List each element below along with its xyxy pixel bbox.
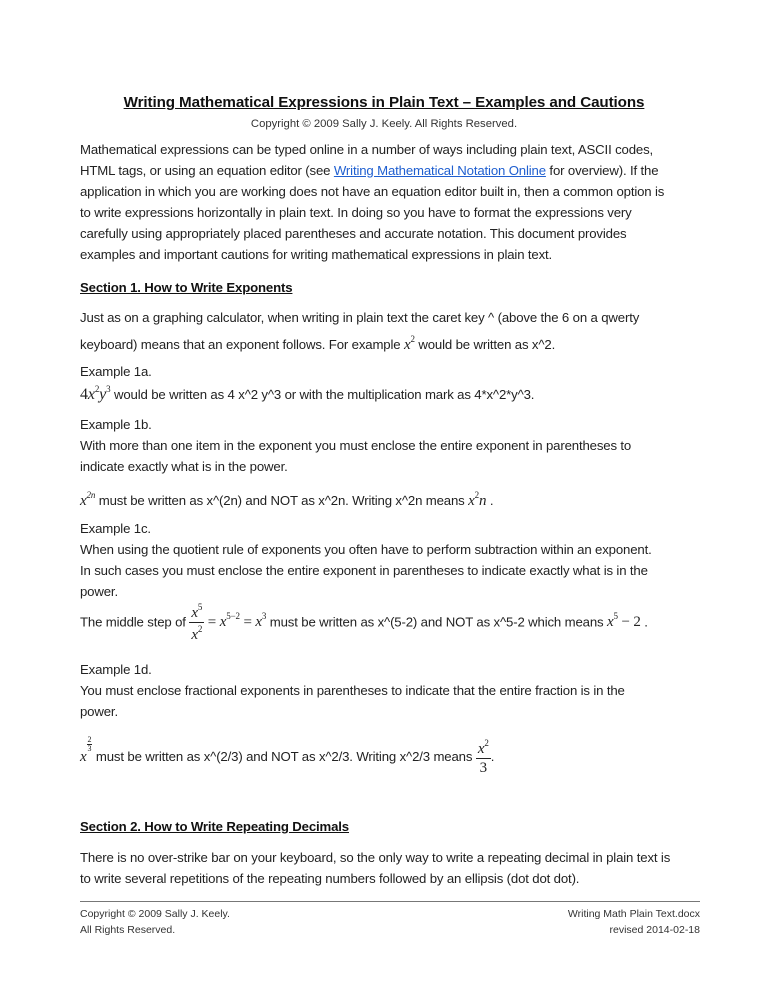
section-1-para-line: Just as on a graphing calculator, when writing in plain text the caret key ^ (above the 6 on a qwerty — [80, 310, 640, 325]
intro-line: examples and important cautions for writing mathematical expressions in plain text. — [80, 247, 553, 262]
intro-text: HTML tags, or using an equation editor (see — [80, 163, 334, 178]
example-1d-label: Example 1d. — [80, 662, 152, 677]
math-x-cubed: $x^3$ — [255, 611, 267, 631]
footer-left — [80, 906, 230, 938]
document-title: Writing Mathematical Expressions in Plain Text – Examples and Cautions — [123, 94, 645, 111]
section-2-line: There is no over-strike bar on your keyboard, so the only way to write a repeating decimal in plain text is — [80, 850, 671, 865]
example-1b-label: Example 1b. — [80, 417, 152, 432]
example-1c-line: When using the quotient rule of exponents you often have to perform subtraction within an exponent. — [80, 542, 652, 557]
math-x-5-minus-2: $x^{5-2}$ — [219, 611, 240, 631]
footer-right — [568, 906, 700, 938]
math-x5-minus-2: $x^5 - 2$ — [606, 611, 641, 631]
intro-line — [80, 163, 658, 178]
math-x-2n: $x^{2n}$ — [80, 490, 96, 509]
example-1d-line: power. — [80, 704, 118, 719]
intro-text: for overview). If the — [545, 163, 659, 178]
footer-filename: Writing Math Plain Text.docx — [567, 908, 700, 920]
footer-copyright: Copyright © 2009 Sally J. Keely. — [80, 908, 230, 920]
document-subtitle: Copyright © 2009 Sally J. Keely. All Rights Reserved. — [250, 118, 518, 130]
example-1b-math-line: $x^{2n}$ must be written as x^(2n) and NOT as x^2n. Writing x^2n means $x^2n$ . — [80, 490, 494, 509]
intro-line: to write expressions horizontally in plain text. In doing so you have to format the expressions very — [80, 205, 632, 220]
example-1c-label: Example 1c. — [80, 521, 151, 536]
example-1c-line: power. — [80, 584, 118, 599]
math-fraction-x5-over-x2: $\frac{x^5}{x^2}$ — [191, 602, 203, 643]
equals-sign: = — [204, 614, 220, 631]
math-x2-over-3: $\frac{x^2}{3}$ — [477, 738, 489, 777]
section-2-heading: Section 2. How to Write Repeating Decimals — [80, 819, 349, 834]
footer-rights: All Rights Reserved. — [80, 924, 176, 936]
math-x2-n: $x^2n$ — [468, 490, 487, 509]
section-2-line: to write several repetitions of the repeating numbers followed by an ellipsis (dot dot dot). — [80, 871, 580, 886]
math-x-two-thirds: x $\frac{2}{3}$ — [80, 735, 92, 765]
para-text: keyboard) means that an exponent follows. For example — [80, 337, 404, 352]
para-text: would be written as x^2. — [414, 337, 556, 352]
intro-line: carefully using appropriately placed parentheses and accurate notation. This document provides — [80, 226, 627, 241]
example-text: must be written as x^(5-2) and NOT as x^5-2 which means — [266, 614, 607, 630]
math-x-squared: $x^2$ — [403, 334, 415, 353]
example-1d-math-line: x $\frac{2}{3}$ must be written as x^(2/3) and NOT as x^2/3. Writing x^2/3 means $\frac{x^2}{3}$ . — [80, 735, 495, 777]
example-text: would be written as 4 x^2 y^3 or with the multiplication mark as 4*x^2*y^3. — [110, 387, 535, 402]
example-1b-line: With more than one item in the exponent you must enclose the entire exponent in parentheses to — [80, 438, 632, 453]
section-1-para-line — [80, 334, 555, 354]
example-1b-line: indicate exactly what is in the power. — [80, 459, 288, 474]
intro-line: application in which you are working does not have an equation editor built in, then a common option is — [80, 184, 665, 199]
writing-notation-link[interactable]: Writing Mathematical Notation Online — [333, 163, 546, 178]
intro-line: Mathematical expressions can be typed online in a number of ways including plain text, ASCII codes, — [80, 142, 654, 157]
example-text: The middle step of — [80, 614, 190, 630]
example-text: must be written as x^(2/3) and NOT as x^2/3. Writing x^2/3 means — [92, 749, 476, 764]
example-1a-line — [80, 384, 534, 404]
example-1a-label: Example 1a. — [80, 364, 152, 379]
example-1d-line: You must enclose fractional exponents in parentheses to indicate that the entire fraction is in the — [80, 683, 625, 698]
section-1-heading: Section 1. How to Write Exponents — [80, 280, 293, 295]
example-text: must be written as x^(2n) and NOT as x^2n. Writing x^2n means — [95, 493, 469, 508]
example-1c-math-line: The middle step of $\frac{x^5}{x^2}$ = $x^{5-2} = x^3$ must be written as x^(5-2) and NOT as x^5-2 which means $x^5 - 2$ . — [80, 602, 648, 643]
example-1c-line: In such cases you must enclose the entire exponent in parentheses to indicate exactly what is in the — [80, 563, 648, 578]
footer-revised: revised 2014-02-18 — [609, 924, 700, 936]
equals-sign: = — [239, 614, 256, 631]
math-4x2y3: $4x^2y^3$ — [80, 384, 111, 403]
footer-divider — [80, 901, 700, 902]
